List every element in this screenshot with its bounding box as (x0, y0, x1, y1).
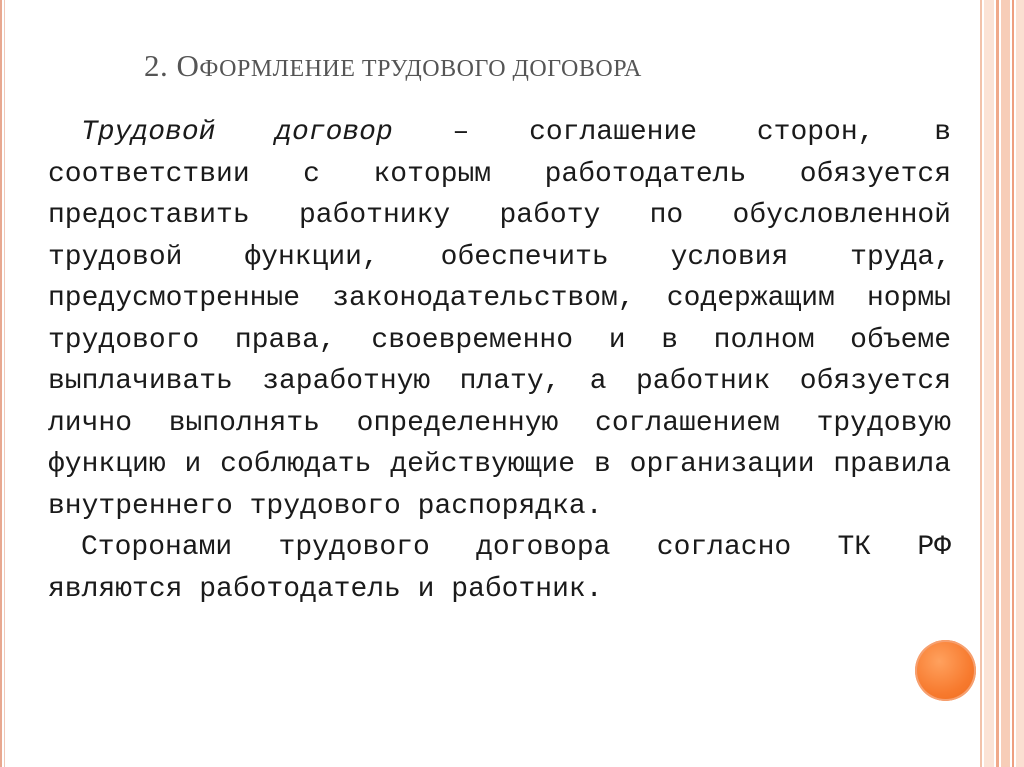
title-rest: ФОРМЛЕНИЕ ТРУДОВОГО ДОГОВОРА (199, 56, 642, 82)
title-number: 2. (144, 48, 169, 83)
orange-circle-decoration (915, 640, 976, 701)
right-stripe (984, 0, 994, 767)
right-stripe (996, 0, 999, 767)
slide-title (144, 48, 642, 84)
right-decorative-stripes (980, 0, 1024, 767)
right-stripe (980, 0, 982, 767)
definition-text: – соглашение сторон, в соответствии с которым работодатель обязуется предоставить работнику работу по обусловленной трудовой функции, обеспечить условия труда, предусмотренные законодательством, содержащим нормы трудового права, своевременно и в полном объеме выплачивать заработную плату, а работник обязуется лично выполнять определенную соглашением трудовую функцию и соблюдать действующие в организации правила внутреннего трудового распорядка. (48, 117, 951, 522)
definition-term: Трудовой договор (81, 117, 393, 148)
slide-body (48, 112, 951, 610)
right-stripe (1016, 0, 1024, 767)
right-stripe (1012, 0, 1014, 767)
content-frame (26, 0, 976, 767)
definition-paragraph (48, 112, 951, 527)
right-stripe (1001, 0, 1010, 767)
title-first-letter: О (176, 48, 200, 83)
left-border-stripe-inner (4, 0, 5, 767)
parties-paragraph: Сторонами трудового договора согласно ТК РФ являются работодатель и работник. (48, 532, 951, 605)
left-border-stripe (0, 0, 2, 767)
